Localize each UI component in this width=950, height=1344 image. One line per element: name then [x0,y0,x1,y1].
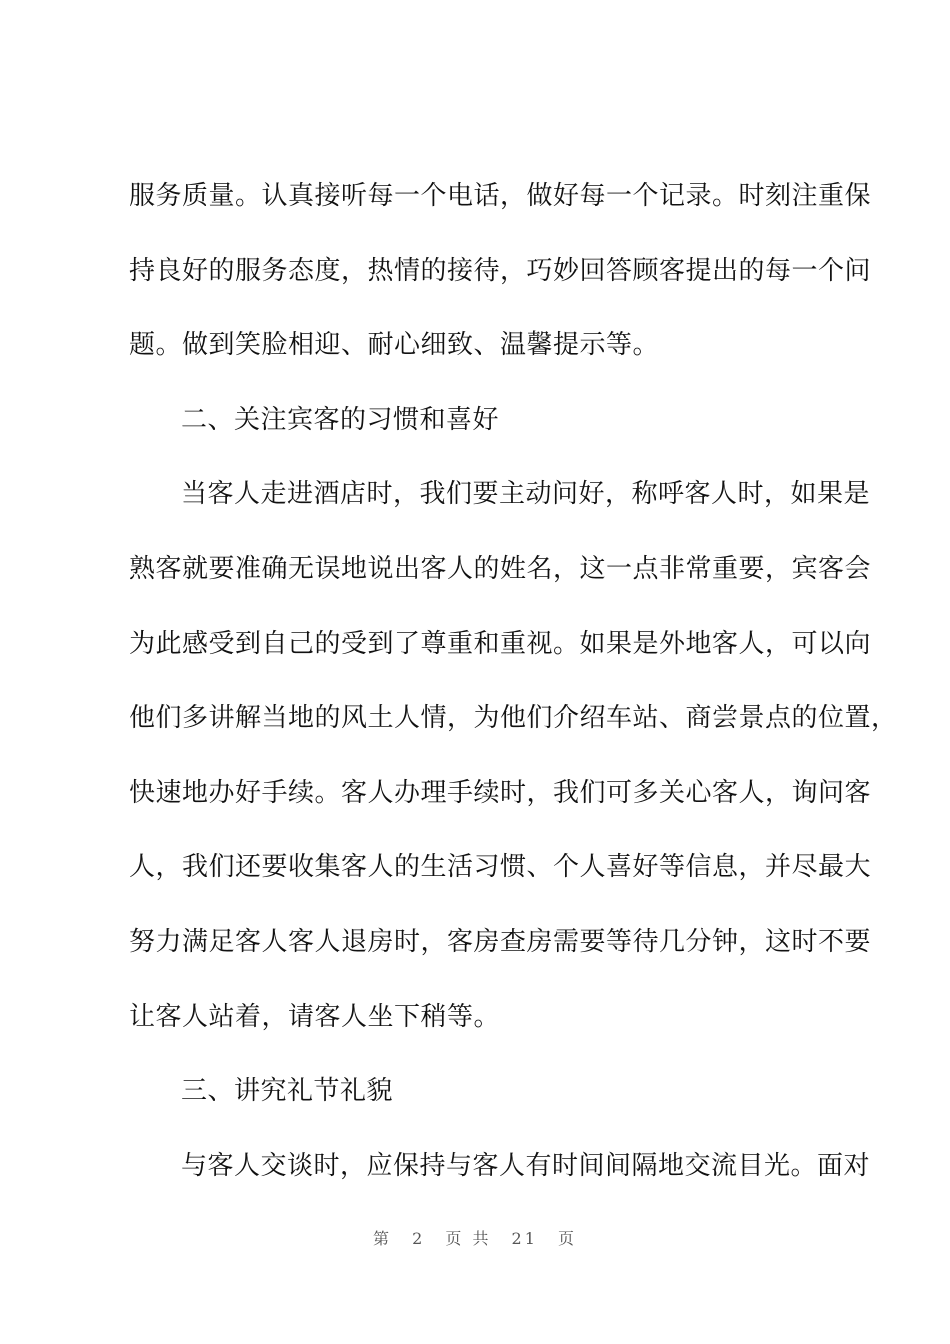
document-body [129,168,898,1212]
body-line: 为此感受到自己的受到了尊重和重视。如果是外地客人，可以向 [129,628,872,659]
footer-label-pages: 页 [558,1229,578,1248]
body-line: 努力满足客人客人退房时，客房查房需要等待几分钟，这时不要 [129,926,872,957]
footer-current-page: 2 [412,1229,426,1248]
body-line: 人，我们还要收集客人的生活习惯、个人喜好等信息，并尽最大 [129,852,872,883]
section-heading: 三、讲究礼节礼貌 [181,1076,394,1107]
body-line: 快速地办好手续。客人办理手续时，我们可多关心客人，询问客 [129,777,872,808]
footer-label-page: 第 [372,1229,392,1248]
body-line: 当客人走进酒店时，我们要主动问好，称呼客人时，如果是 [181,479,871,510]
body-line: 让客人站着，请客人坐下稍等。 [129,1001,501,1032]
body-line: 与客人交谈时，应保持与客人有时间间隔地交流目光。面对 [181,1150,871,1181]
body-line: 题。做到笑脸相迎、耐心细致、温馨提示等。 [129,330,660,361]
footer-total-pages: 21 [511,1229,538,1248]
page-footer [0,1226,950,1249]
footer-label-of: 页 共 [445,1229,492,1248]
body-line: 服务质量。认真接听每一个电话，做好每一个记录。时刻注重保 [129,181,872,211]
section-heading: 二、关注宾客的习惯和喜好 [181,404,500,435]
body-line: 他们多讲解当地的风土人情，为他们介绍车站、商尝景点的位置， [129,703,898,734]
body-line: 持良好的服务态度，热情的接待，巧妙回答顾客提出的每一个问 [129,255,872,286]
body-line: 熟客就要准确无误地说出客人的姓名，这一点非常重要，宾客会 [129,553,872,584]
